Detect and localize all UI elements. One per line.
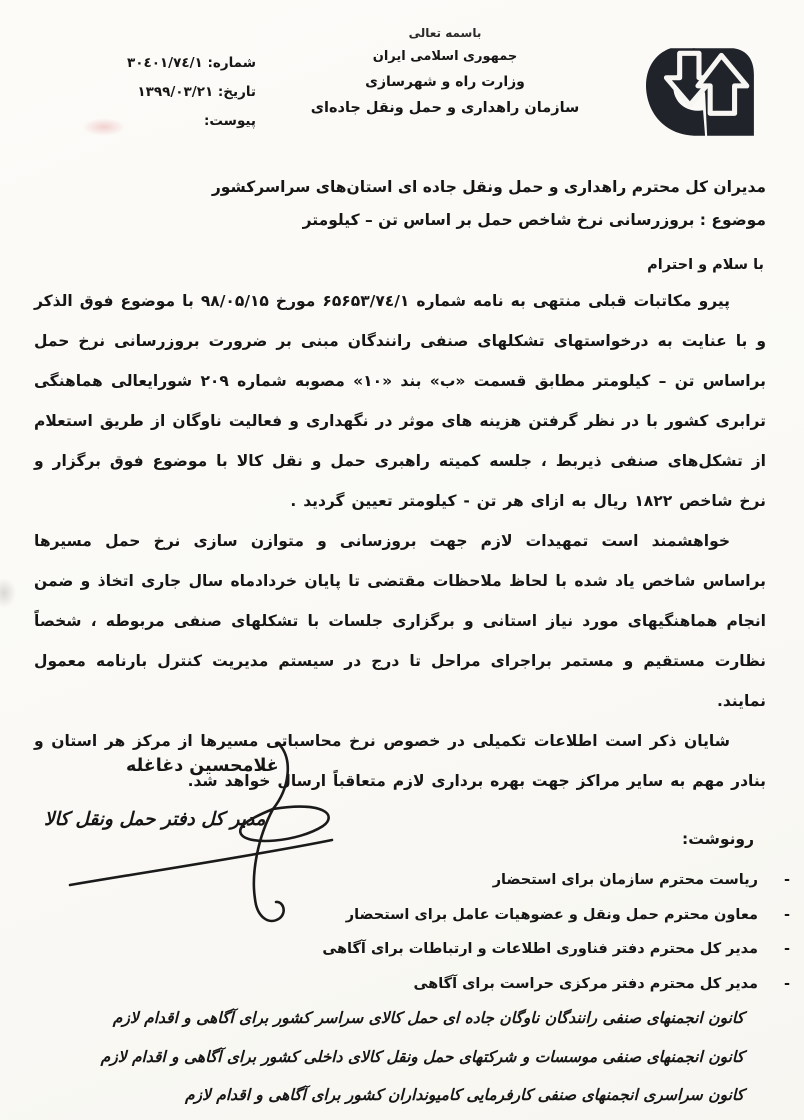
letter-meta — [26, 49, 256, 136]
scan-smudge — [0, 578, 16, 608]
letter-date-label: تاریخ: — [217, 84, 256, 100]
recipient-line: مدیران کل محترم راهداری و حمل ونقل جاده ای استان‌های سراسرکشور — [211, 178, 766, 196]
cc-list — [322, 863, 790, 1001]
letter-number — [26, 49, 256, 78]
bismillah-text: باسمه تعالی — [408, 26, 482, 40]
organization-name: سازمان راهداری و حمل ونقل جاده‌ای — [310, 100, 580, 116]
ink-smudge — [82, 118, 126, 136]
cc-org-list — [101, 999, 744, 1115]
cc-org-item: کانون انجمنهای صنفی موسسات و شرکتهای حمل ونقل کالای داخلی کشور برای آگاهی و اقدام لازم — [100, 1047, 744, 1066]
letter-attachment — [26, 107, 256, 136]
body-paragraph-2: خواهشمند است تمهیدات لازم جهت بروزسانی و متوازن سازی نرخ حمل مسیرها براساس شاخص یاد شده با لحاظ ملاحظات مقتضی تا پایان خردادماه سال جاری اتخاذ و ضمن انجام هماهنگیهای مورد نیاز استانی و برگزاری جلسات با تشکلهای صنفی مربوطه ، شخصاً نظارت مستقیم و مستمر براجرای مراحل تا درج در سیستم مدیریت کنترل بارنامه معمول نمایند. — [34, 532, 766, 710]
list-dash-marker: - — [783, 906, 790, 923]
cc-item-text: ریاست محترم سازمان برای استحضار — [492, 872, 758, 888]
cc-item — [322, 967, 790, 1002]
cc-item — [322, 863, 790, 898]
cc-org-item: کانون سراسری انجمنهای صنفی کارفرمایی کامیونداران کشور برای آگاهی و اقدام لازم — [184, 1086, 744, 1104]
ministry-name: وزارت راه و شهرسازی — [365, 74, 525, 90]
cc-item-text: مدیر کل محترم دفتر فناوری اطلاعات و ارتباطات برای آگاهی — [322, 941, 758, 957]
cc-item — [322, 898, 790, 933]
letter-number-value: ۳۰٤۰۱/۷٤/۱ — [126, 55, 203, 71]
list-dash-marker: - — [783, 975, 790, 992]
signer-title: مدیر کل دفتر حمل ونقل کالا — [44, 809, 266, 830]
letter-date-value: ۱۳۹۹/۰۳/۲۱ — [137, 84, 214, 100]
country-name: جمهوری اسلامی ایران — [372, 49, 518, 64]
addressing-block — [26, 171, 766, 237]
signer-name: غلامحسین دغاغله — [126, 756, 279, 776]
letter-date — [26, 78, 256, 107]
letter-attachment-label: پیوست: — [203, 113, 256, 129]
letter-body — [34, 281, 766, 801]
list-dash-marker: - — [783, 941, 790, 957]
subject-line: موضوع : بروزرسانی نرخ شاخص حمل بر اساس تن – کیلومتر — [302, 211, 766, 229]
body-paragraph-1: پیرو مکاتبات قبلی منتهی به نامه شماره ۶۵۶۵۳/۷٤/۱ مورخ ۹۸/۰۵/۱۵ با موضوع فوق الذکر و با عنایت به درخواستهای تشکلهای صنفی رانندگان مبنی بر ضرورت بروزرسانی نرخ حمل براساس تن – کیلومتر مطابق قسمت «ب» بند «۱۰» مصوبه شماره ۲۰۹ شورایعالی هماهنگی ترابری کشور با در نظر گرفتن هزینه های موثر در نگهداری و فعالیت ناوگان از طریق استعلام از تشکل‌های صنفی ذیربط ، جلسه کمیته راهبری حمل و نقل کالا با موضوع فوق برگزار و نرخ شاخص ۱۸۲۲ ریال به ازای هر تن - کیلومتر تعیین گردید . — [34, 292, 766, 510]
cc-org-item: کانون انجمنهای صنفی رانندگان ناوگان جاده ای حمل کالای سراسر کشور برای آگاهی و اقدام لازم — [112, 1009, 744, 1027]
salutation: با سلام و احترام — [647, 257, 764, 273]
body-paragraph-3: شایان ذکر است اطلاعات تکمیلی در خصوص نرخ محاسباتی مسیرها از مرکز هر استان و بنادر مهم به سایر مراکز جهت بهره برداری لازم متعاقباً ارسال خواهد شد. — [34, 732, 766, 790]
cc-item-text: مدیر کل محترم دفتر مرکزی حراست برای آگاهی — [413, 975, 758, 992]
list-dash-marker: - — [783, 872, 790, 888]
letter-number-label: شماره: — [207, 55, 256, 71]
rmto-logo-icon — [640, 42, 760, 144]
cc-item — [322, 932, 790, 967]
cc-heading: رونوشت: — [682, 830, 754, 848]
cc-item-text: معاون محترم حمل ونقل و عضوهیات عامل برای استحضار — [345, 906, 758, 923]
letterhead — [290, 26, 600, 116]
